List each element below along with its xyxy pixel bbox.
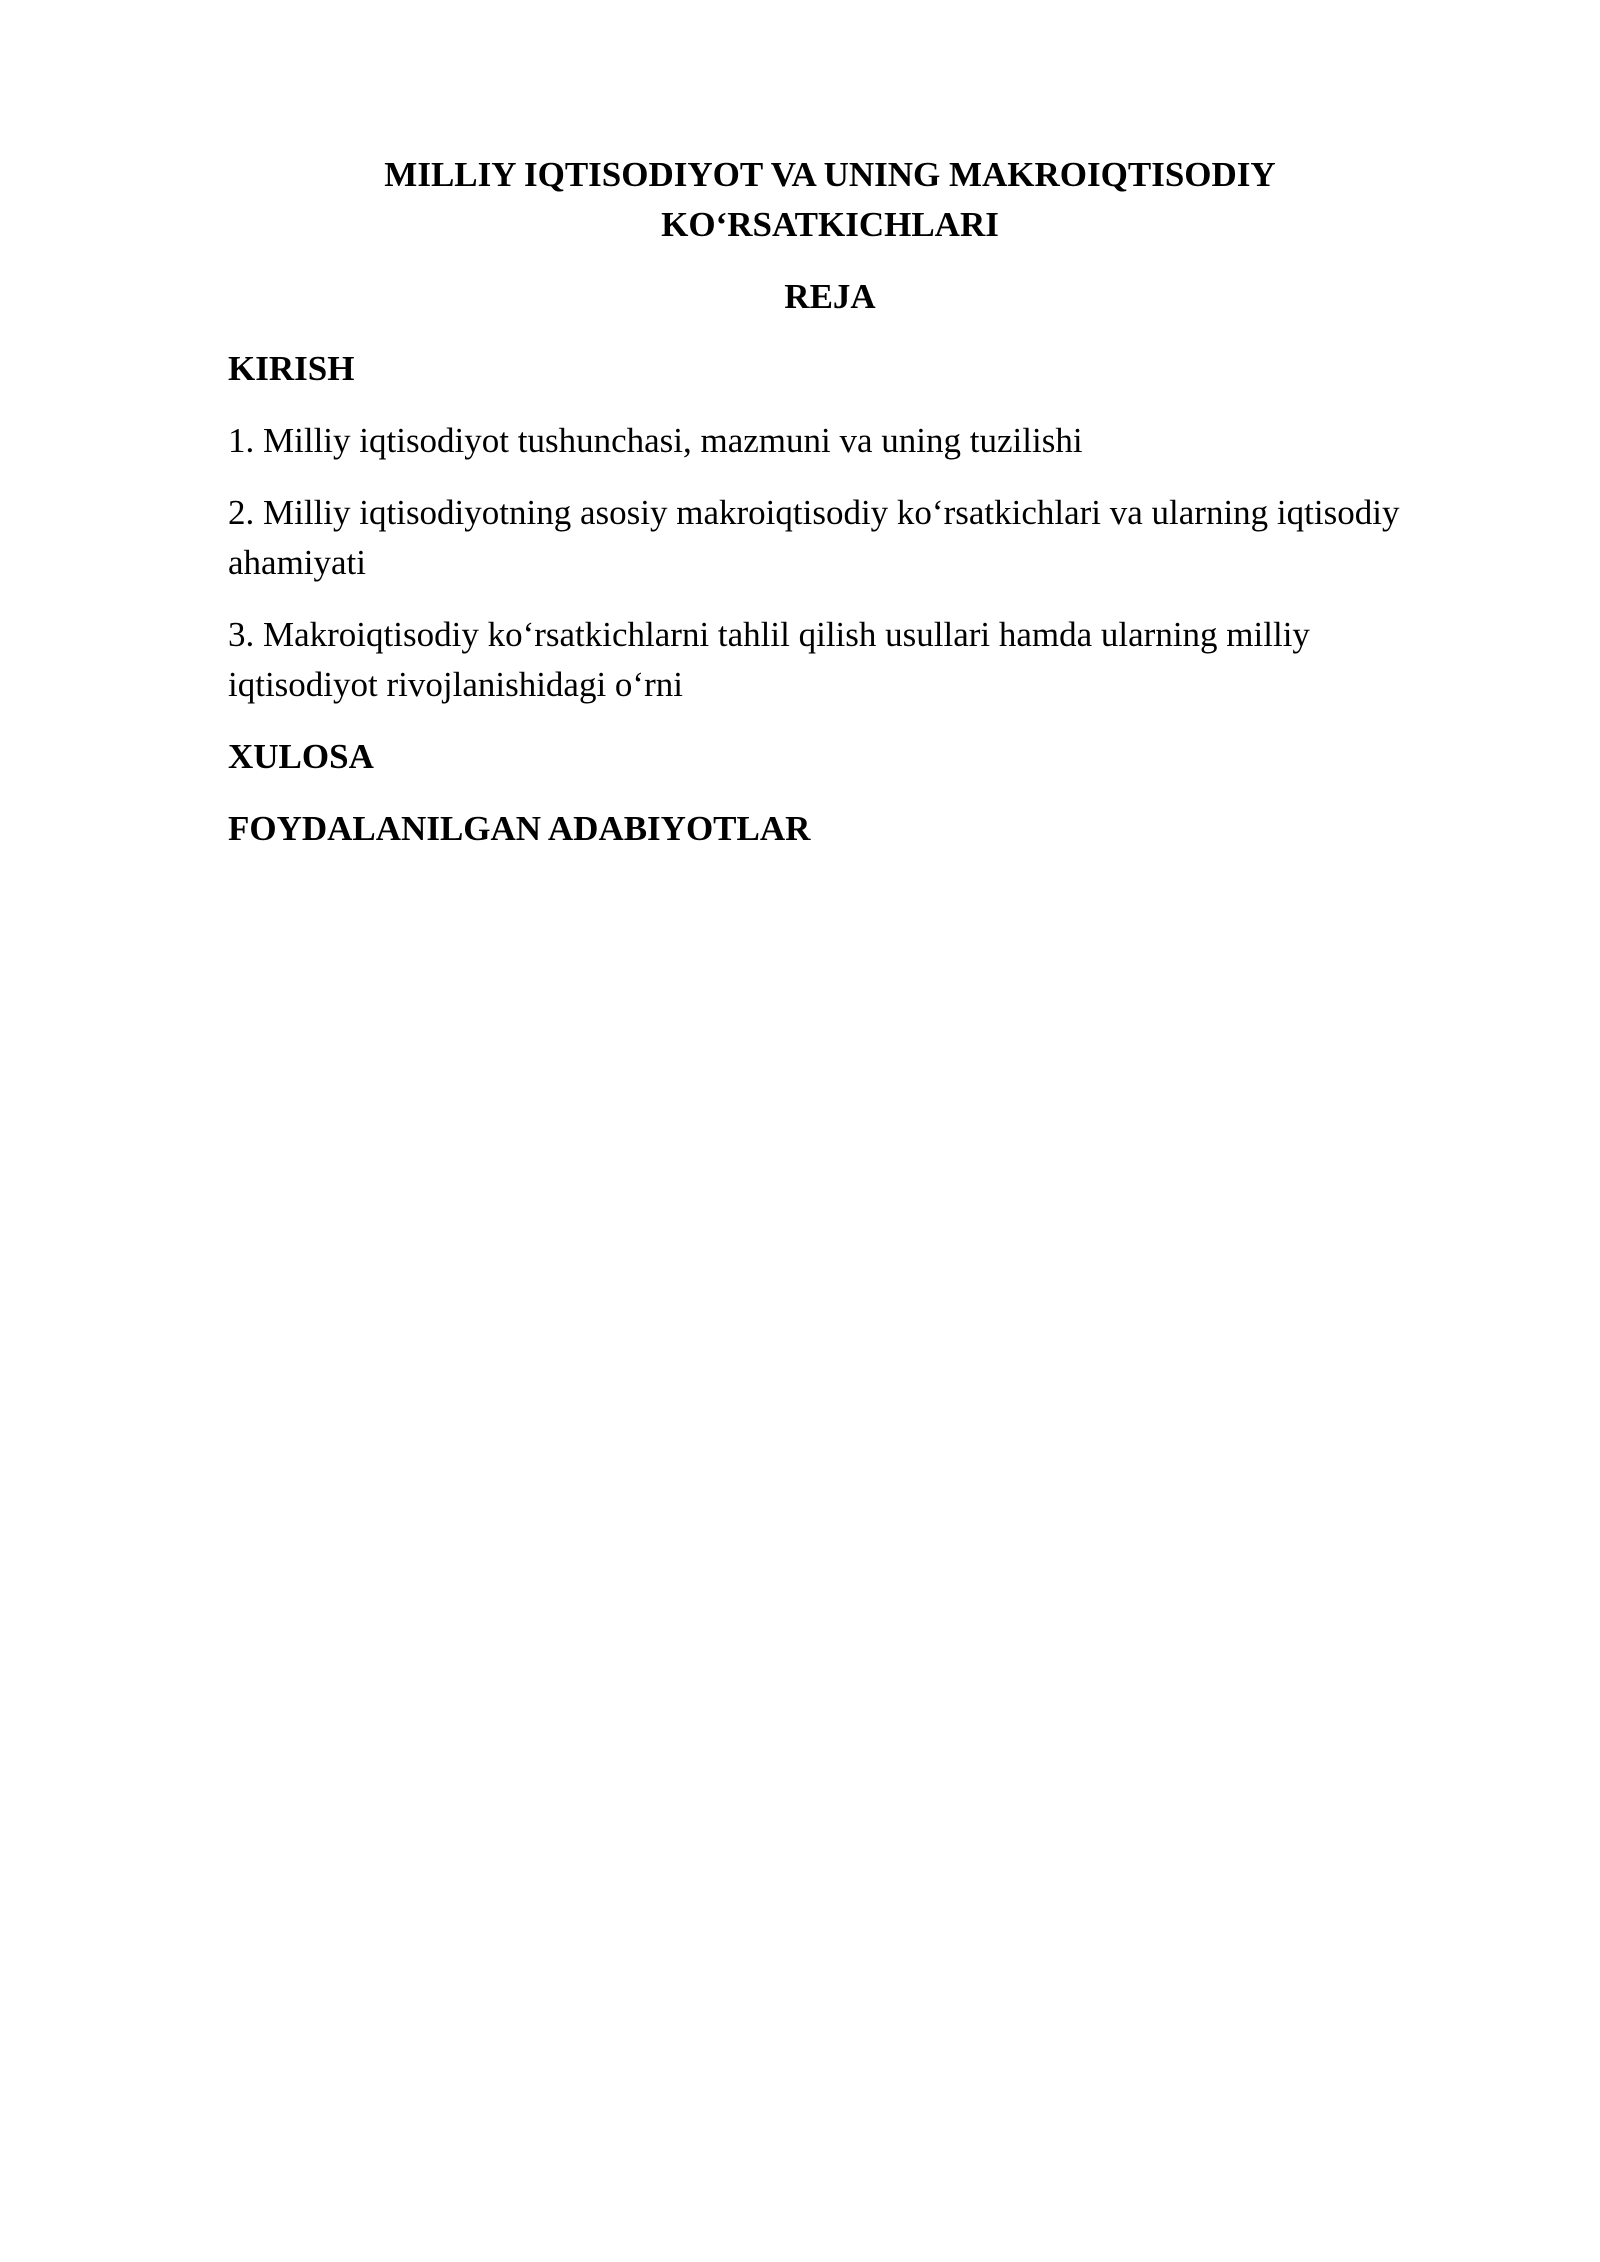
plan-item-3: 3. Makroiqtisodiy ko‘rsatkichlarni tahlil qilish usullari hamda ularning milliy iqtisodiyot rivojlanishidagi o‘rni xyxy=(228,615,1310,704)
plan-item-1: 1. Milliy iqtisodiyot tushunchasi, mazmuni va uning tuzilishi xyxy=(228,421,1083,460)
plan-item-2: 2. Milliy iqtisodiyotning asosiy makroiqtisodiy ko‘rsatkichlari va ularning iqtisodiy ahamiyati xyxy=(228,493,1400,582)
plan-heading: REJA xyxy=(784,277,876,316)
section-conclusion: XULOSA xyxy=(228,737,374,776)
document-title xyxy=(228,150,1402,250)
section-references: FOYDALANILGAN ADABIYOTLAR xyxy=(228,809,811,848)
title-line-2: KO‘RSATKICHLARI xyxy=(661,205,999,244)
section-intro: KIRISH xyxy=(228,349,355,388)
title-line-1: MILLIY IQTISODIYOT VA UNING MAKROIQTISODIY xyxy=(384,155,1276,194)
